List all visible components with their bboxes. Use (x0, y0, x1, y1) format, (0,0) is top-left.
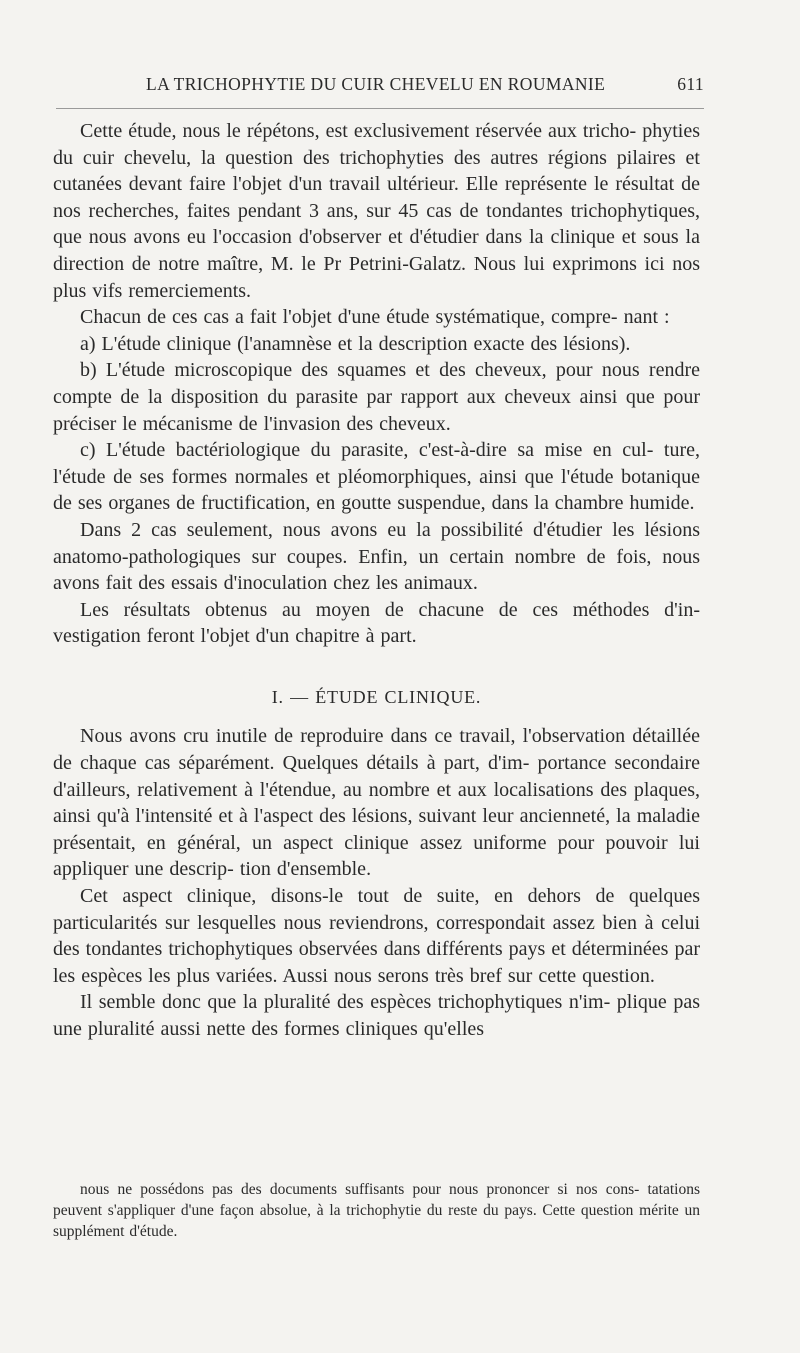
paragraph: Dans 2 cas seulement, nous avons eu la possibilité d'étudier les lésions anatomo-pathologiques sur coupes. Enfin, un certain nombre de fois, nous avons fait des essais d'inoculation chez les animaux. (53, 518, 700, 595)
paragraph: Cet aspect clinique, disons-le tout de suite, en dehors de quelques particularités sur lesquelles nous reviendrons, correspondait assez bien à celui des tondantes trichophytiques observées dans différents pays et déterminées par les espèces les plus variées. Aussi nous serons très bref sur cette question. (53, 885, 700, 987)
footnote (53, 1180, 700, 1242)
page-number: 611 (677, 74, 704, 94)
paragraph: Les résultats obtenus au moyen de chacune de ces méthodes d'in- vestigation feront l'objet d'un chapitre à part. (53, 598, 700, 648)
paragraph: c) L'étude bactériologique du parasite, c'est-à-dire sa mise en cul- ture, l'étude de ses formes normales et pléomorphiques, ainsi que l'étude botanique de ses organes de fructification, en goutte suspendue, dans la chambre humide. (53, 439, 700, 515)
paragraph: b) L'étude microscopique des squames et des cheveux, pour nous rendre compte de la disposition du parasite par rapport aux cheveux ainsi que pour préciser le mécanisme de l'invasion des cheveux. (53, 359, 700, 435)
page-header (56, 74, 704, 100)
paragraph: Il semble donc que la pluralité des espèces trichophytiques n'im- plique pas une pluralité aussi nette des formes cliniques qu'elles (53, 991, 700, 1040)
paragraph: Cette étude, nous le répétons, est exclusivement réservée aux tricho- phyties du cuir chevelu, la question des trichophyties des autres régions pilaires et cutanées devant faire l'objet d'un travail ultérieur. Elle représente le résultat de nos recherches, faites pendant 3 ans, sur 45 cas de tondantes trichophytiques, que nous avons eu l'occasion d'observer et d'étudier dans la clinique et sous la direction de notre maître, M. le Pr Petrini-Galatz. Nous lui exprimons ici nos plus vifs remerciements. (53, 120, 700, 302)
paragraph: Chacun de ces cas a fait l'objet d'une étude systématique, compre- nant : (80, 306, 670, 329)
paragraph: Nous avons cru inutile de reproduire dans ce travail, l'observation détaillée de chaque cas séparément. Quelques détails à part, d'im- portance secondaire d'ailleurs, relativement à l'étendue, au nombre et aux localisations des plaques, ainsi qu'à l'intensité et à l'aspect des lésions, suivant leur ancienneté, la maladie présentait, en général, un aspect clinique assez uniforme pour pouvoir lui appliquer une descrip- tion d'ensemble. (53, 725, 700, 881)
body-text (53, 118, 700, 1043)
footnote-text: nous ne possédons pas des documents suffisants pour nous prononcer si nos cons- tatations peuvent s'appliquer d'une façon absolue, à la trichophytie du reste du pays. Cette question mérite un supplément d'étude. (53, 1181, 700, 1240)
paragraph: a) L'étude clinique (l'anamnèse et la description exacte des lésions). (80, 332, 631, 355)
running-title: LA TRICHOPHYTIE DU CUIR CHEVELU EN ROUMANIE (146, 74, 606, 94)
header-rule (56, 108, 704, 109)
section-heading: I. — ÉTUDE CLINIQUE. (271, 686, 482, 707)
